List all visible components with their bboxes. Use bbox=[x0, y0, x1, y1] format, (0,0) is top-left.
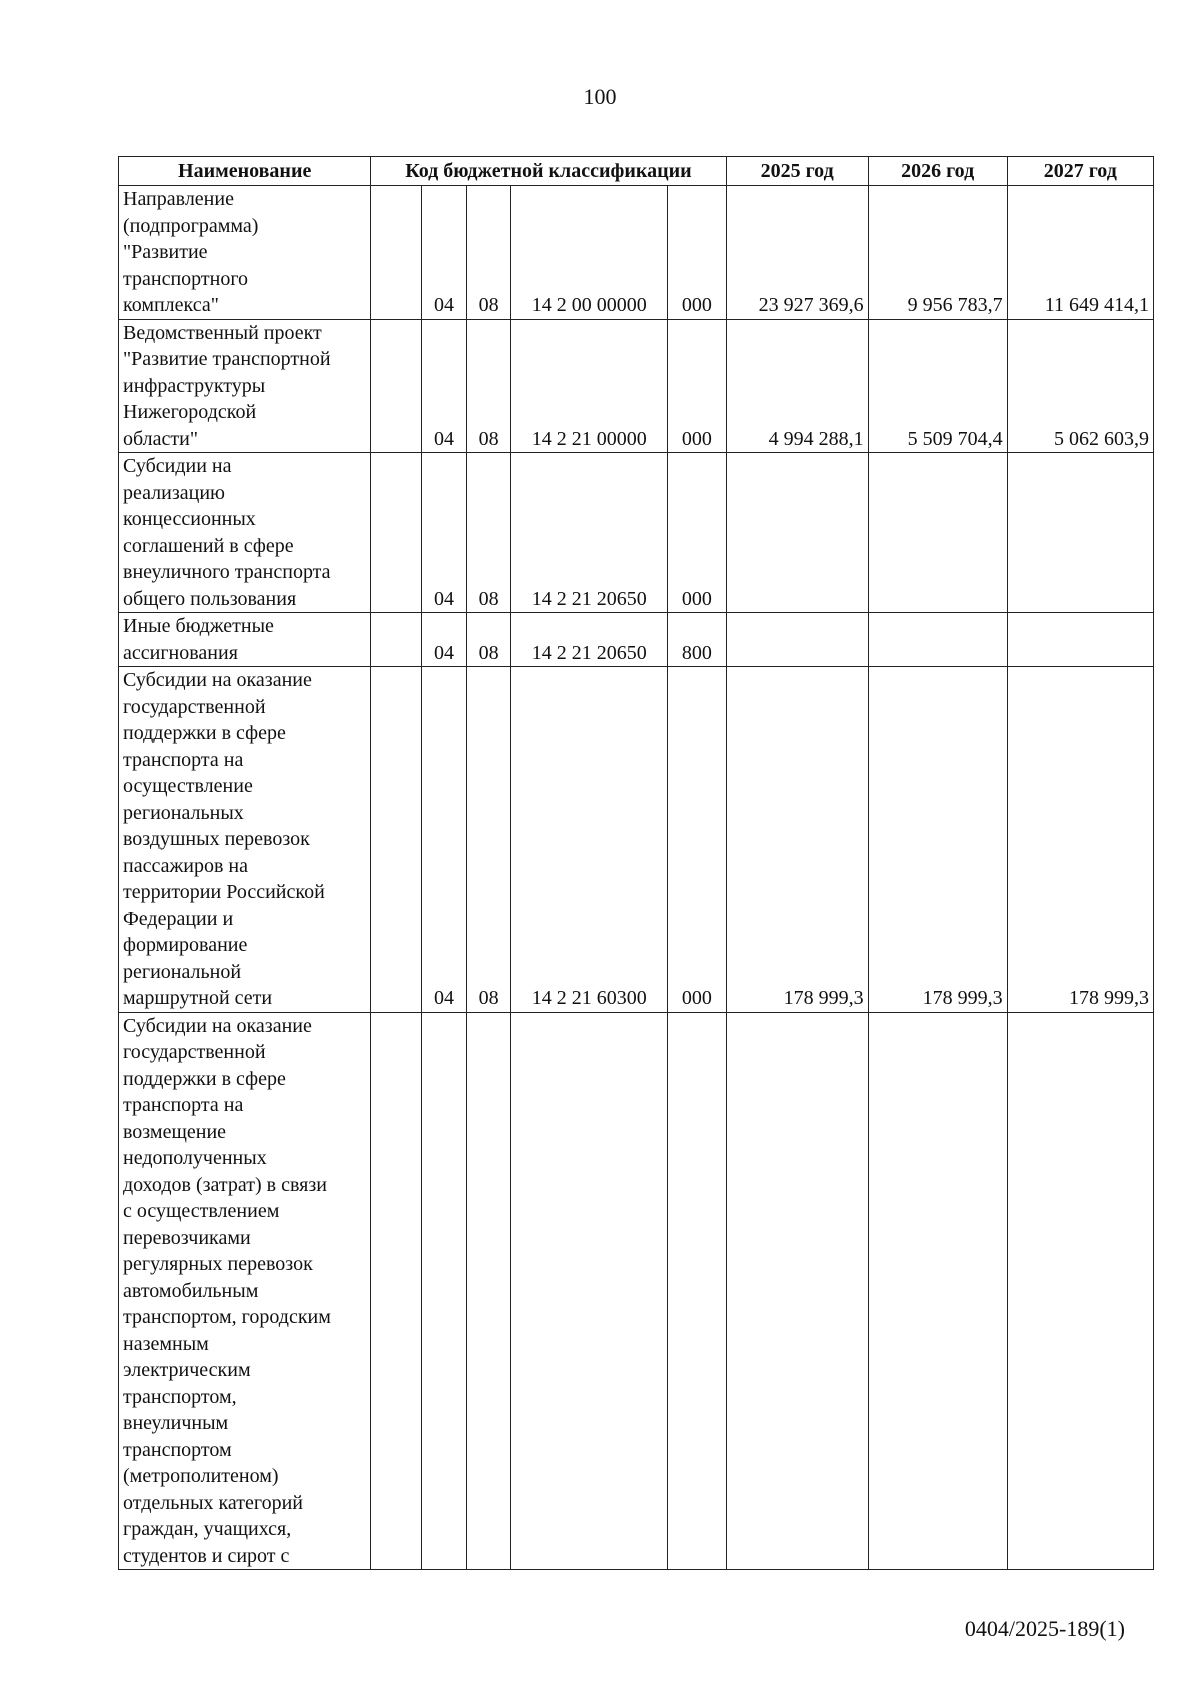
code-subsection: 08 bbox=[466, 319, 511, 453]
code-part-1 bbox=[371, 1012, 422, 1570]
code-part-1 bbox=[371, 667, 422, 1013]
header-2026: 2026 год bbox=[868, 157, 1007, 186]
header-2027: 2027 год bbox=[1007, 157, 1153, 186]
budget-table bbox=[118, 156, 1154, 1570]
table-row bbox=[119, 1012, 1154, 1570]
code-part-1 bbox=[371, 186, 422, 320]
code-section: 04 bbox=[422, 186, 467, 320]
code-subsection: 08 bbox=[466, 613, 511, 667]
value-2025: 23 927 369,6 bbox=[726, 186, 868, 320]
header-name: Наименование bbox=[119, 157, 371, 186]
row-name: Субсидии на оказание государственной поддержки в сфере транспорта на осуществление региональных воздушных перевозок пассажиров на территории Российской Федерации и формирование региональной маршрутной сети bbox=[119, 667, 371, 1013]
code-expense-type: 000 bbox=[668, 453, 726, 613]
value-2025 bbox=[726, 453, 868, 613]
value-2025 bbox=[726, 613, 868, 667]
value-2027: 178 999,3 bbox=[1007, 667, 1153, 1013]
code-section: 04 bbox=[422, 613, 467, 667]
code-expense-type: 000 bbox=[668, 667, 726, 1013]
code-target-article bbox=[511, 1012, 668, 1570]
table-row bbox=[119, 453, 1154, 613]
code-section: 04 bbox=[422, 453, 467, 613]
code-subsection: 08 bbox=[466, 186, 511, 320]
table-row bbox=[119, 186, 1154, 320]
code-target-article: 14 2 21 20650 bbox=[511, 453, 668, 613]
row-name: Субсидии на реализацию концессионных соглашений в сфере внеуличного транспорта общего пользования bbox=[119, 453, 371, 613]
document-code: 0404/2025-189(1) bbox=[964, 1616, 1125, 1641]
code-section bbox=[422, 1012, 467, 1570]
table-header-row bbox=[119, 157, 1154, 186]
code-part-1 bbox=[371, 319, 422, 453]
code-target-article: 14 2 21 20650 bbox=[511, 613, 668, 667]
page-number: 100 bbox=[583, 84, 617, 109]
table-row bbox=[119, 667, 1154, 1013]
code-part-1 bbox=[371, 453, 422, 613]
value-2027: 5 062 603,9 bbox=[1007, 319, 1153, 453]
value-2026: 5 509 704,4 bbox=[868, 319, 1007, 453]
table-row bbox=[119, 613, 1154, 667]
value-2027 bbox=[1007, 613, 1153, 667]
code-part-1 bbox=[371, 613, 422, 667]
value-2027 bbox=[1007, 453, 1153, 613]
code-subsection: 08 bbox=[466, 453, 511, 613]
code-expense-type: 800 bbox=[668, 613, 726, 667]
value-2025: 178 999,3 bbox=[726, 667, 868, 1013]
code-subsection: 08 bbox=[466, 667, 511, 1013]
code-section: 04 bbox=[422, 319, 467, 453]
value-2027 bbox=[1007, 1012, 1153, 1570]
code-expense-type: 000 bbox=[668, 319, 726, 453]
row-name: Субсидии на оказание государственной поддержки в сфере транспорта на возмещение недополученных доходов (затрат) в связи с осуществлением перевозчиками регулярных перевозок автомобильным транспортом, городским наземным электрическим транспортом, внеуличным транспортом (метрополитеном) отдельных категорий граждан, учащихся, студентов и сирот с bbox=[119, 1012, 371, 1570]
header-code: Код бюджетной классификации bbox=[371, 157, 726, 186]
code-target-article: 14 2 00 00000 bbox=[511, 186, 668, 320]
row-name: Ведомственный проект "Развитие транспортной инфраструктуры Нижегородской области" bbox=[119, 319, 371, 453]
code-subsection bbox=[466, 1012, 511, 1570]
code-expense-type: 000 bbox=[668, 186, 726, 320]
value-2026: 178 999,3 bbox=[868, 667, 1007, 1013]
row-name: Иные бюджетные ассигнования bbox=[119, 613, 371, 667]
code-target-article: 14 2 21 60300 bbox=[511, 667, 668, 1013]
row-name: Направление (подпрограмма) "Развитие транспортного комплекса" bbox=[119, 186, 371, 320]
code-section: 04 bbox=[422, 667, 467, 1013]
value-2026 bbox=[868, 453, 1007, 613]
table-row bbox=[119, 319, 1154, 453]
value-2025 bbox=[726, 1012, 868, 1570]
value-2026 bbox=[868, 1012, 1007, 1570]
value-2026 bbox=[868, 613, 1007, 667]
value-2027: 11 649 414,1 bbox=[1007, 186, 1153, 320]
code-target-article: 14 2 21 00000 bbox=[511, 319, 668, 453]
value-2026: 9 956 783,7 bbox=[868, 186, 1007, 320]
code-expense-type bbox=[668, 1012, 726, 1570]
value-2025: 4 994 288,1 bbox=[726, 319, 868, 453]
header-2025: 2025 год bbox=[726, 157, 868, 186]
